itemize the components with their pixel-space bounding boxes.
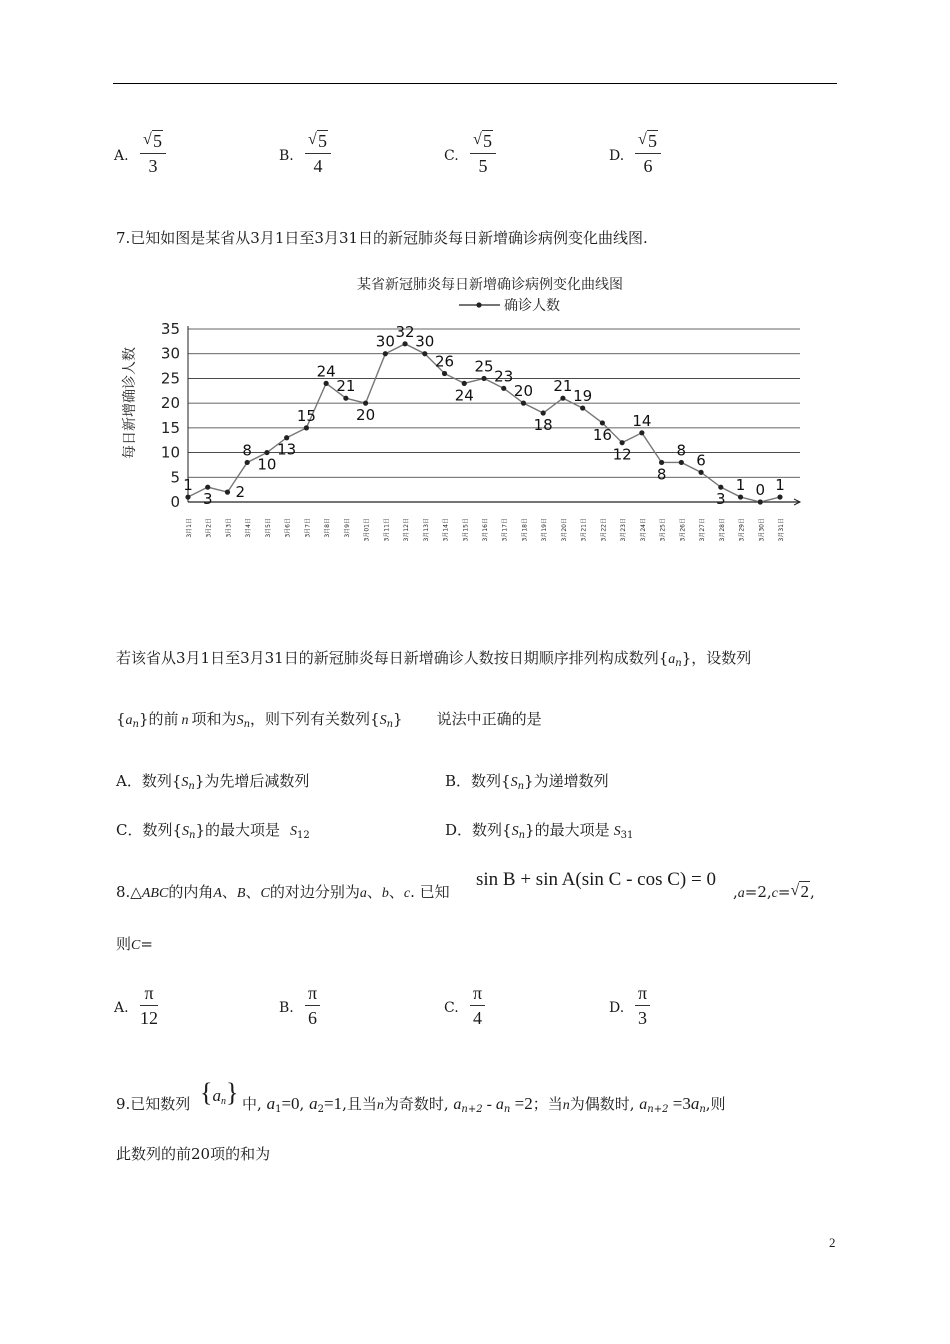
x-tick-label: 3月3日 — [225, 518, 233, 538]
data-label: 1 — [735, 476, 746, 495]
x-tick-label: 3月12日 — [403, 518, 411, 542]
x-tick-label: 3月28日 — [718, 518, 726, 542]
data-label: 24 — [454, 386, 474, 405]
q8-option-letter: B. — [279, 1000, 294, 1016]
data-label: 0 — [755, 481, 766, 499]
data-label: 13 — [277, 440, 297, 459]
data-point — [402, 341, 407, 346]
data-point — [620, 440, 625, 445]
data-label: 6 — [696, 451, 706, 470]
x-tick-label: 3月5日 — [264, 518, 272, 538]
x-tick-label: 3月01日 — [363, 518, 371, 542]
data-label: 1 — [183, 476, 193, 495]
data-label: 18 — [533, 416, 553, 435]
q8-option-letter: A. — [114, 1000, 129, 1016]
q6-option-fraction: √ 5 4 — [305, 130, 331, 177]
data-label: 25 — [474, 357, 494, 376]
data-point — [245, 460, 250, 465]
x-tick-label: 3月19日 — [541, 518, 549, 542]
data-point — [422, 351, 427, 356]
data-point — [185, 494, 190, 499]
data-point — [659, 460, 664, 465]
y-axis-label: 每日新增确诊人数 — [122, 347, 138, 459]
data-point — [600, 420, 605, 425]
data-point — [324, 381, 329, 386]
y-tick-label: 25 — [160, 369, 180, 388]
data-point — [580, 405, 585, 410]
x-tick-label: 3月17日 — [501, 518, 509, 542]
data-label: 14 — [632, 411, 652, 430]
data-label: 21 — [553, 377, 573, 396]
q6-option-fraction: √ 5 5 — [470, 130, 496, 177]
q8-option-fraction: π 4 — [470, 982, 485, 1029]
x-tick-label: 3月2日 — [205, 518, 213, 538]
q7-option-b: B．数列$\{S_n\}$为递增数列 — [445, 772, 609, 792]
data-point — [698, 470, 703, 475]
data-point — [343, 396, 348, 401]
q9-stem: 9.已知数列 — [116, 1095, 191, 1113]
x-tick-label: 3月8日 — [324, 518, 332, 538]
case-chart — [110, 268, 820, 558]
data-label: 8 — [676, 441, 687, 460]
data-label: 1 — [775, 476, 785, 495]
q8-option-letter: D. — [609, 1000, 625, 1016]
page-number: 2 — [829, 1235, 836, 1250]
data-label: 19 — [573, 387, 593, 406]
data-label: 12 — [612, 445, 632, 464]
q6-option-letter: C. — [444, 148, 459, 164]
data-label: 16 — [592, 425, 612, 444]
data-label: 10 — [257, 455, 277, 474]
q7-para1: 若该省从3月1日至3月31日的新冠肺炎每日新增确诊人数按日期顺序排列构成数列$\{a_n\}$，设数列 — [116, 649, 752, 669]
q7-option-c: C．数列$\{S_n\}$的最大项是 $S_{12}$ — [116, 821, 310, 841]
data-label: 26 — [434, 352, 455, 371]
data-point — [758, 499, 763, 504]
data-point — [304, 425, 309, 430]
header-rule — [113, 83, 837, 84]
q6-option-letter: A. — [114, 148, 129, 164]
x-tick-label: 3月18日 — [521, 518, 529, 542]
q7-para2: $\{a_n\}$的前 n 项和为$S_n$，则下列有关数列$\{S_n\}$ 说法中正确的是 — [116, 710, 542, 730]
q8-option-letter: C. — [444, 1000, 459, 1016]
q6-option-letter: B. — [279, 148, 294, 164]
data-label: 23 — [494, 367, 514, 386]
x-tick-label: 3月24日 — [639, 518, 647, 542]
data-label: 20 — [356, 406, 376, 425]
q8-option-fraction: π 3 — [635, 982, 650, 1029]
x-tick-label: 3月9日 — [343, 518, 351, 538]
q7-stem: 7.已知如图是某省从3月1日至3月31日的新冠肺炎每日新增确诊病例变化曲线图. — [116, 229, 648, 247]
data-label: 3 — [202, 490, 213, 509]
data-point — [225, 490, 230, 495]
x-tick-label: 3月4日 — [245, 518, 253, 538]
x-tick-label: 3月14日 — [442, 518, 450, 542]
q9-conditions: 中, $a_1=0$, $a_2=1$,且当n为奇数时, $a_{n+2} - a_n =2$；当n为偶数时, $a_{n+2} =3a_n$,则 — [242, 1094, 726, 1115]
q6-option-fraction: √ 5 3 — [140, 130, 166, 177]
data-point — [264, 450, 269, 455]
data-point — [481, 376, 486, 381]
chart-legend — [459, 297, 560, 314]
data-point — [541, 410, 546, 415]
q8-given-values: ,a=2,c= √ 2, — [733, 882, 815, 901]
legend-label: 确诊人数 — [504, 298, 560, 314]
q6-option-fraction: √ 5 6 — [635, 130, 661, 177]
data-point — [679, 460, 684, 465]
data-label: 30 — [415, 332, 435, 351]
data-point — [639, 430, 644, 435]
data-point — [462, 381, 467, 386]
q8-formula: sin B + sin A(sin C - cos C) = 0 — [476, 869, 716, 890]
data-label: 32 — [395, 322, 415, 341]
data-label: 3 — [716, 490, 726, 509]
data-point — [738, 494, 743, 499]
q8-option-fraction: π 6 — [305, 982, 320, 1029]
y-tick-label: 5 — [170, 468, 180, 487]
data-point — [363, 401, 368, 406]
y-tick-label: 0 — [170, 493, 180, 511]
q7-option-d: D．数列$\{S_n\}$的最大项是 $S_{31}$ — [445, 821, 634, 841]
x-tick-label: 3月25日 — [659, 518, 667, 542]
data-point — [560, 396, 565, 401]
data-label: 8 — [242, 441, 252, 460]
x-tick-label: 3月31日 — [778, 518, 785, 542]
data-label: 21 — [336, 377, 356, 396]
data-point — [718, 485, 723, 490]
data-label: 8 — [656, 465, 667, 484]
x-tick-label: 3月6日 — [284, 518, 292, 538]
x-tick-label: 3月23日 — [620, 518, 628, 542]
x-tick-label: 3月20日 — [560, 518, 568, 542]
x-tick-label: 3月16日 — [482, 518, 489, 542]
line-chart-svg — [110, 268, 820, 558]
data-point — [284, 435, 289, 440]
x-tick-label: 3月22日 — [600, 518, 608, 542]
data-label: 30 — [375, 332, 395, 351]
y-tick-label: 20 — [160, 394, 180, 413]
q8-line2: 则C= — [116, 935, 153, 953]
y-tick-label: 30 — [160, 344, 180, 363]
x-tick-label: 3月27日 — [699, 518, 707, 542]
x-tick-label: 3月1日 — [186, 518, 193, 538]
q7-option-a: A．数列$\{S_n\}$为先增后减数列 — [116, 772, 310, 792]
q6-option-letter: D. — [609, 148, 625, 164]
chart-title: 某省新冠肺炎每日新增确诊病例变化曲线图 — [357, 277, 623, 293]
data-point — [501, 386, 506, 391]
x-tick-label: 3月11日 — [383, 518, 391, 542]
x-tick-label: 3月15日 — [462, 518, 470, 542]
data-label: 2 — [235, 483, 246, 502]
data-label: 15 — [296, 406, 316, 425]
x-tick-label: 3月7日 — [304, 518, 312, 538]
data-point — [777, 494, 782, 499]
x-tick-label: 3月13日 — [422, 518, 430, 542]
q8-stem: 8.△ABC的内角A、B、C的对边分别为a、b、c. 已知 — [116, 883, 450, 901]
x-tick-label: 3月30日 — [758, 518, 766, 542]
data-point — [205, 485, 210, 490]
q9-sequence-braces: $\{a_n\}$ — [200, 1078, 239, 1107]
data-label: 20 — [513, 382, 534, 401]
data-point — [521, 401, 526, 406]
y-tick-label: 15 — [160, 418, 180, 437]
x-tick-label: 3月29日 — [738, 518, 746, 542]
q8-option-fraction: π 12 — [140, 983, 158, 1028]
data-point — [442, 371, 447, 376]
data-label: 24 — [316, 362, 336, 381]
x-tick-label: 3月21日 — [580, 518, 588, 542]
y-tick-label: 10 — [160, 443, 180, 462]
y-tick-label: 35 — [160, 320, 180, 338]
x-tick-label: 3月26日 — [679, 518, 687, 542]
q9-line2: 此数列的前20项的和为 — [116, 1145, 271, 1163]
data-point — [383, 351, 388, 356]
